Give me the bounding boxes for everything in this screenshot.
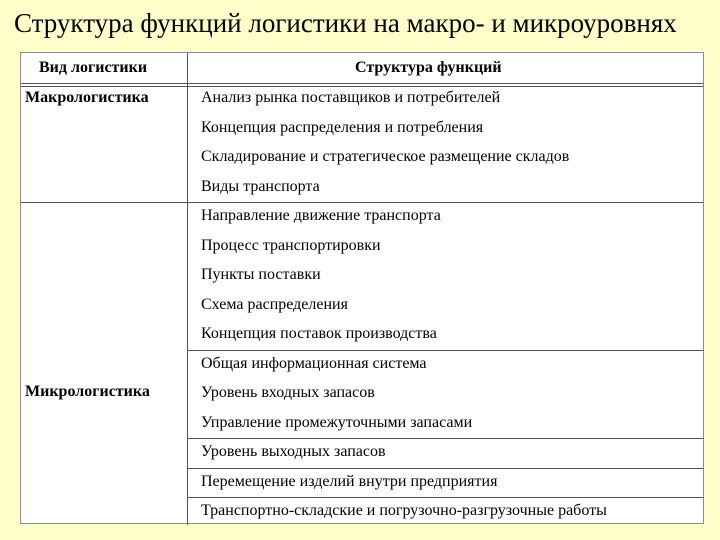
function-item: Складирование и стратегическое размещение складов [201,148,570,165]
micro-logistics-label: Микрологистика [25,383,150,400]
logistics-functions-table [20,52,704,524]
function-list [21,53,703,523]
function-item: Анализ рынка поставщиков и потребителей [201,89,501,106]
group-separator [187,468,703,469]
macro-micro-divider [21,202,703,203]
function-item: Пункты поставки [201,266,321,283]
function-item: Процесс транспортировки [201,236,381,254]
macro-logistics-label: Макрологистика [25,89,149,106]
column-header-functions: Структура функций [355,59,502,76]
function-item: Уровень входных запасов [201,384,375,401]
function-item: Перемещение изделий внутри предприятия [201,472,498,490]
slide-title: Структура функций логистики на макро- и микроуровнях [14,8,677,38]
function-item: Концепция распределения и потребления [201,118,484,136]
function-item: Виды транспорта [201,177,320,195]
column-header-type: Вид логистики [39,59,148,76]
function-item: Транспортно-складские и погрузочно-разгрузочные работы [201,502,607,519]
function-item: Управление промежуточными запасами [201,413,473,431]
group-separator [187,438,703,439]
function-item: Концепция поставок производства [201,325,437,342]
function-item: Схема распределения [201,295,348,313]
function-item: Уровень выходных запасов [201,443,386,460]
group-separator [187,350,703,351]
function-item: Направление движение транспорта [201,207,441,224]
group-separator [187,497,703,498]
function-item: Общая информационная система [201,354,427,372]
